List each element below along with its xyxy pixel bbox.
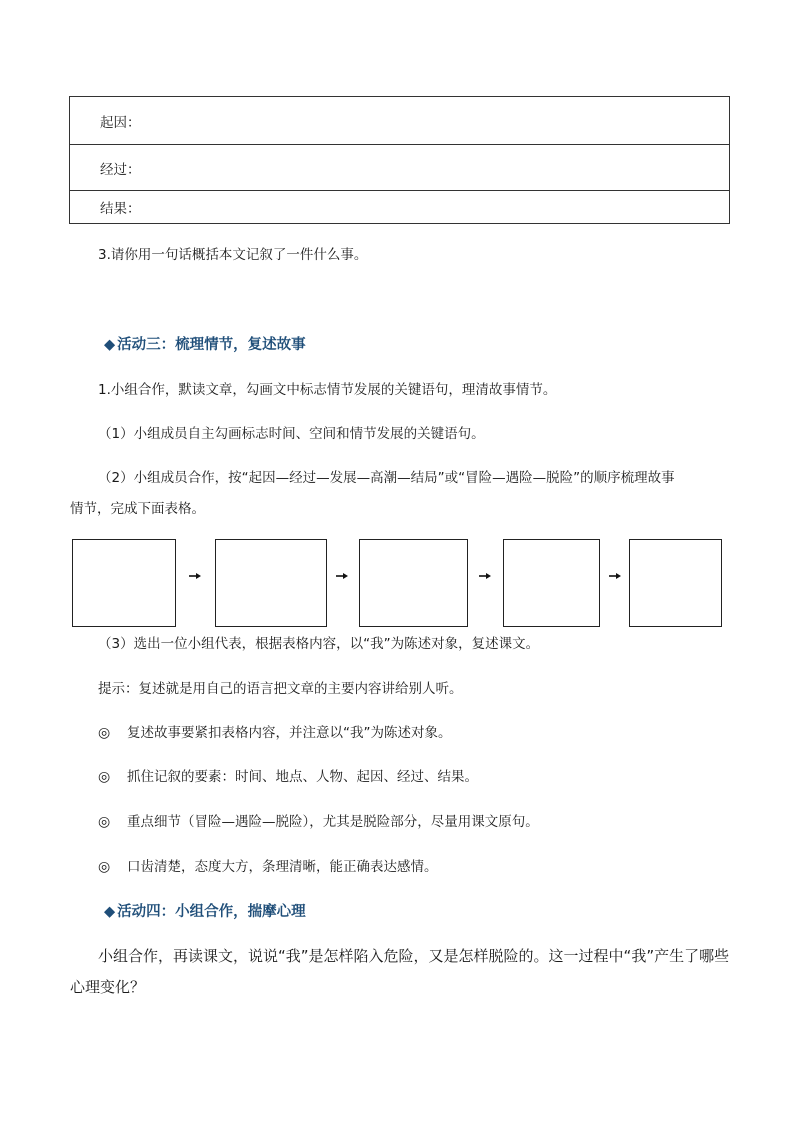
bullet-item-3: 重点细节（冒险—遇险—脱险），尤其是脱险部分，尽量用课文原句。 xyxy=(127,814,539,830)
bullet-item-4: 口齿清楚，态度大方，条理清晰，能正确表达感情。 xyxy=(127,859,438,875)
activity3-heading-text: 活动三：梳理情节，复述故事 xyxy=(117,336,306,353)
activity3-sub2-line2: 情节，完成下面表格。 xyxy=(70,501,205,517)
plot-box-5[interactable] xyxy=(629,539,722,627)
bullet-item-1: 复述故事要紧扣表格内容，并注意以“我”为陈述对象。 xyxy=(127,725,452,741)
plot-box-3[interactable] xyxy=(359,539,468,627)
bullet-icon: ◎ xyxy=(98,814,111,830)
plot-box-2[interactable] xyxy=(215,539,327,627)
activity3-sub1: （1）小组成员自主勾画标志时间、空间和情节发展的关键语句。 xyxy=(98,426,485,442)
plot-box-1[interactable] xyxy=(72,539,176,627)
activity3-sub3: （3）选出一位小组代表，根据表格内容，以“我”为陈述对象，复述课文。 xyxy=(98,636,540,652)
activity3-tip: 提示：复述就是用自己的语言把文章的主要内容讲给别人听。 xyxy=(98,681,463,697)
activity4-heading xyxy=(104,901,306,923)
diamond-icon: ◆ xyxy=(104,337,116,353)
arrow-right-icon xyxy=(188,570,202,582)
diamond-icon: ◆ xyxy=(104,904,116,920)
table-cell-cause[interactable]: 起因： xyxy=(70,97,730,145)
bullet-item-2: 抓住记叙的要素：时间、地点、人物、起因、经过、结果。 xyxy=(127,769,478,785)
bullet-icon: ◎ xyxy=(98,725,111,741)
activity4-body-line2: 心理变化？ xyxy=(70,978,146,996)
activity3-item1: 1.小组合作，默读文章，勾画文中标志情节发展的关键语句，理清故事情节。 xyxy=(98,382,557,398)
cause-process-result-table xyxy=(69,96,730,224)
table-cell-process[interactable]: 经过： xyxy=(70,145,730,191)
activity3-heading xyxy=(104,334,306,356)
bullet-icon: ◎ xyxy=(98,859,111,875)
table-cell-result[interactable]: 结果： xyxy=(70,191,730,224)
activity4-heading-text: 活动四：小组合作，揣摩心理 xyxy=(117,903,306,920)
plot-box-4[interactable] xyxy=(503,539,600,627)
question-3: 3.请你用一句话概括本文记叙了一件什么事。 xyxy=(98,247,368,263)
arrow-right-icon xyxy=(335,570,349,582)
activity3-sub2-line1: （2）小组成员合作，按“起因—经过—发展—高潮—结局”或“冒险—遇险—脱险”的顺序梳理故事 xyxy=(98,470,675,486)
bullet-icon: ◎ xyxy=(98,769,111,785)
arrow-right-icon xyxy=(608,570,622,582)
activity4-body-line1: 小组合作，再读课文，说说“我”是怎样陷入危险，又是怎样脱险的。这一过程中“我”产生了哪些 xyxy=(98,947,730,965)
arrow-right-icon xyxy=(478,570,492,582)
